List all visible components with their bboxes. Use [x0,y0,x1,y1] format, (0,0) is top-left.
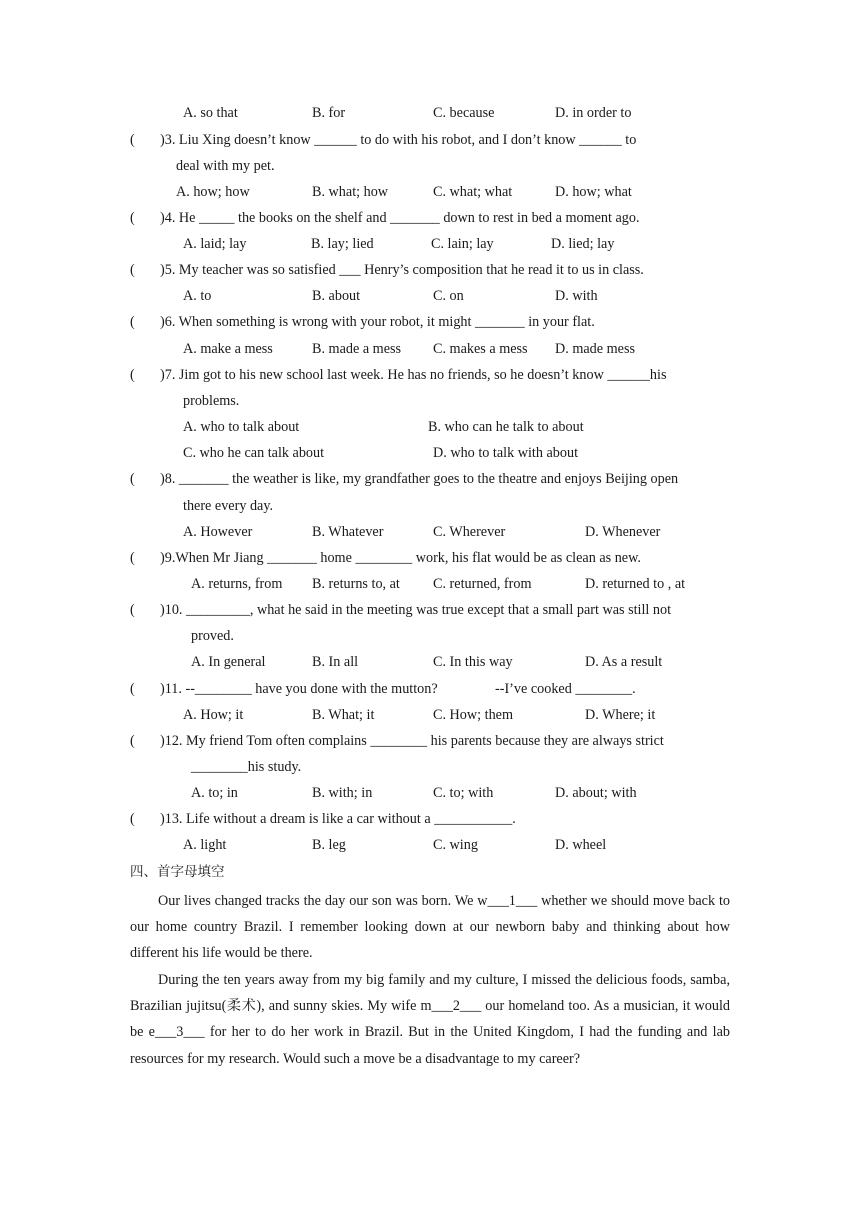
option-a: A. make a mess [183,341,273,357]
option-c: C. returned, from [433,576,532,592]
answer-paren: ( [130,733,135,749]
question-text-continued: ________his study. [191,759,302,775]
option-a: A. to; in [191,785,238,801]
question-reply: --I’ve cooked ________. [495,681,636,697]
question-text: )11. --________ have you done with the mutton? [160,681,438,697]
answer-paren: ( [130,210,135,226]
option-b: B. leg [312,837,346,853]
question-text: )4. He _____ the books on the shelf and _______ down to rest in bed a moment ago. [160,210,640,226]
question-text-continued: proved. [191,628,234,644]
option-a: A. laid; lay [183,236,247,252]
option-d: D. Where; it [585,707,656,723]
question-text-continued: there every day. [183,498,274,514]
option-a: A. to [183,288,212,304]
option-d: D. lied; lay [551,236,615,252]
option-c: C. makes a mess [433,341,528,357]
option-b: B. In all [312,654,359,670]
answer-paren: ( [130,471,135,487]
option-c: C. on [433,288,464,304]
question-text: )10. _________, what he said in the meeting was true except that a small part was still not [160,602,672,618]
option-d: D. made mess [555,341,635,357]
option-d: D. Whenever [585,524,661,540]
option-c: C. lain; lay [431,236,494,252]
option-c: C. what; what [433,184,513,200]
option-a: A. who to talk about [183,419,300,435]
option-c: C. to; with [433,785,494,801]
option-b: B. for [312,105,346,121]
question-text-continued: deal with my pet. [176,158,275,174]
option-c: C. because [433,105,495,121]
option-d: D. in order to [555,105,632,121]
question-text: )3. Liu Xing doesn’t know ______ to do with his robot, and I don’t know ______ to [160,132,637,148]
answer-paren: ( [130,681,135,697]
option-d: D. wheel [555,837,607,853]
passage-paragraph-1 [130,888,730,967]
answer-paren: ( [130,132,135,148]
option-d: D. how; what [555,184,632,200]
paragraph-text: Our lives changed tracks the day our son was born. We w___1___ whether we should move back to our home country Brazil. I remember looking down at our newborn baby and thinking about how different his life would be there. [130,893,730,962]
option-b: B. who can he talk to about [428,419,584,435]
option-c: C. In this way [433,654,513,670]
option-c: C. wing [433,837,478,853]
option-a: A. so that [183,105,238,121]
answer-paren: ( [130,811,135,827]
option-d: D. As a result [585,654,663,670]
option-a: A. how; how [176,184,250,200]
question-text-continued: problems. [183,393,240,409]
section-heading: 四、首字母填空 [130,864,225,880]
option-b: B. what; how [312,184,389,200]
option-d: D. returned to , at [585,576,686,592]
option-c: C. Wherever [433,524,506,540]
option-d: D. who to talk with about [433,445,579,461]
answer-paren: ( [130,550,135,566]
question-text: )7. Jim got to his new school last week. He has no friends, so he doesn’t know ______his [160,367,667,383]
option-a: A. How; it [183,707,244,723]
option-b: B. with; in [312,785,373,801]
option-a: A. returns, from [191,576,283,592]
question-text: )8. _______ the weather is like, my grandfather goes to the theatre and enjoys Beijing open [160,471,679,487]
question-text: )12. My friend Tom often complains ________ his parents because they are always strict [160,733,664,749]
option-c: C. How; them [433,707,513,723]
question-text: )9.When Mr Jiang _______ home ________ work, his flat would be as clean as new. [160,550,641,566]
answer-paren: ( [130,367,135,383]
option-d: D. with [555,288,598,304]
answer-paren: ( [130,262,135,278]
question-text: )6. When something is wrong with your robot, it might _______ in your flat. [160,314,595,330]
option-b: B. Whatever [312,524,384,540]
option-a: A. In general [191,654,266,670]
passage-paragraph-2 [130,967,730,1072]
option-a: A. However [183,524,253,540]
question-text: )13. Life without a dream is like a car without a ___________. [160,811,516,827]
paragraph-text: During the ten years away from my big family and my culture, I missed the delicious foods, samba, Brazilian jujitsu(柔术), and sunny skies. My wife m___2___ our homeland too. As a musician, it would be e___3___ for her to do her work in Brazil. But in the United Kingdom, I had the funding and lab resources for my research. Would such a move be a disadvantage to my career? [130,972,730,1067]
option-d: D. about; with [555,785,637,801]
option-b: B. made a mess [312,341,402,357]
option-b: B. What; it [312,707,375,723]
option-b: B. returns to, at [312,576,400,592]
question-text: )5. My teacher was so satisfied ___ Henry’s composition that he read it to us in class. [160,262,644,278]
option-b: B. about [312,288,361,304]
option-b: B. lay; lied [311,236,374,252]
answer-paren: ( [130,602,135,618]
option-c: C. who he can talk about [183,445,325,461]
answer-paren: ( [130,314,135,330]
option-a: A. light [183,837,227,853]
